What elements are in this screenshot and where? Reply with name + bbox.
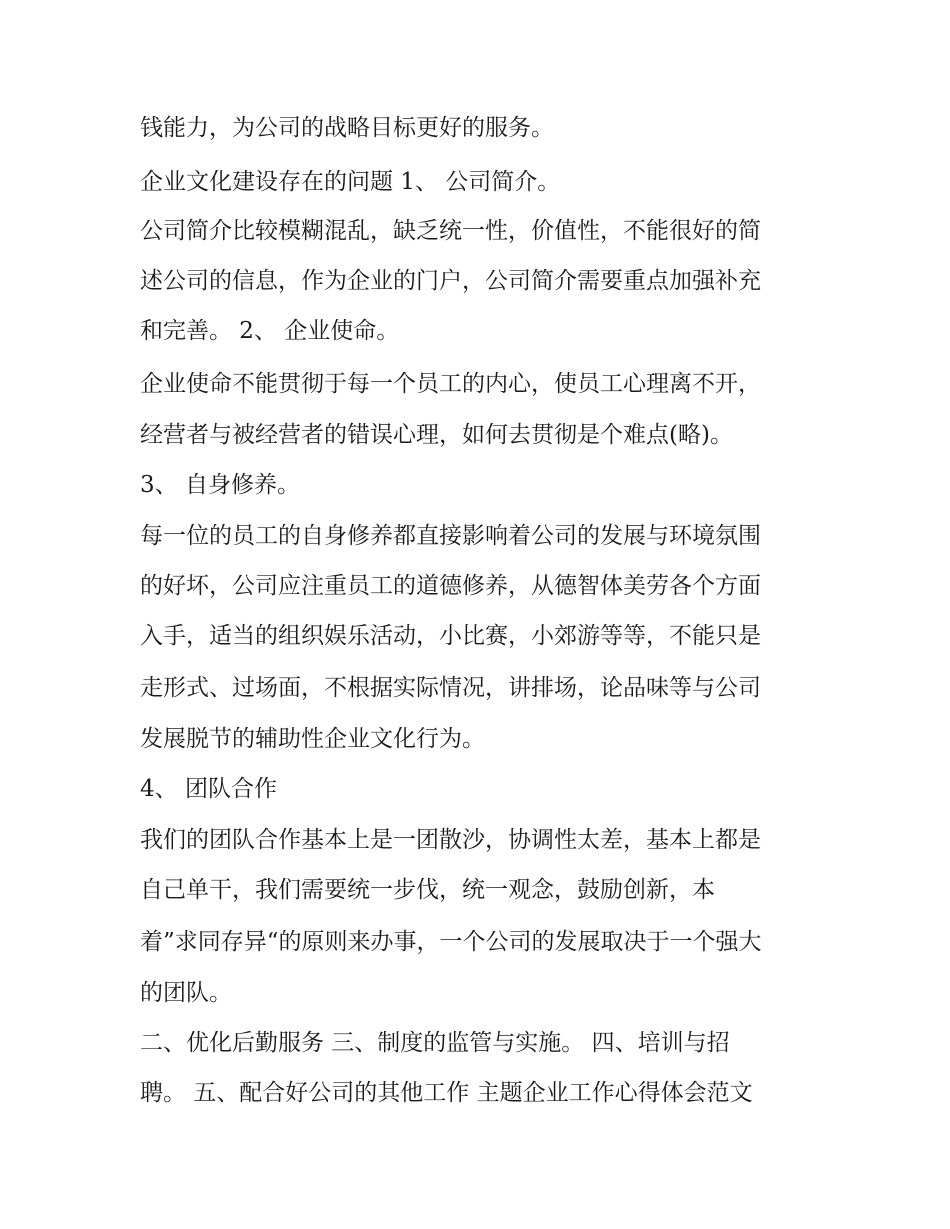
paragraph-line: 我们的团队合作基本上是一团散沙，协调性太差，基本上都是	[140, 827, 761, 853]
paragraph-line: 自己单干，我们需要统一步伐，统一观念，鼓励创新，本	[140, 877, 715, 903]
paragraph-line: 着”求同存异“的原则来办事，一个公司的发展取决于一个强大	[140, 929, 762, 955]
paragraph-line: 发展脱节的辅助性企业文化行为。	[140, 726, 485, 752]
paragraph-line: 走形式、过场面，不根据实际情况，讲排场，论品味等与公司	[140, 675, 761, 701]
section-heading-line: 4、 团队合作	[140, 776, 277, 802]
paragraph-line: 二、优化后勤服务 三、制度的监管与实施。 四、培训与招	[140, 1030, 730, 1056]
section-heading-line: 3、 自身修养。	[140, 472, 300, 498]
paragraph-line: 钱能力，为公司的战略目标更好的服务。	[140, 115, 554, 141]
paragraph-line: 公司简介比较模糊混乱，缺乏统一性，价值性，不能很好的简	[140, 218, 761, 244]
paragraph-line: 的好坏，公司应注重员工的道德修养，从德智体美劳各个方面	[140, 573, 761, 599]
paragraph-line: 经营者与被经营者的错误心理，如何去贯彻是个难点(略)。	[140, 422, 733, 448]
paragraph-line: 每一位的员工的自身修养都直接影响着公司的发展与环境氛围	[140, 523, 761, 549]
paragraph-line: 的团队。	[140, 980, 232, 1006]
paragraph-line: 聘。 五、配合好公司的其他工作 主题企业工作心得体会范文	[140, 1080, 753, 1106]
paragraph-line: 和完善。 2、 企业使命。	[140, 318, 400, 344]
paragraph-line: 企业使命不能贯彻于每一个员工的内心，使员工心理离不开，	[140, 371, 761, 397]
paragraph-line: 述公司的信息，作为企业的门户，公司简介需要重点加强补充	[140, 268, 761, 294]
section-heading-line: 企业文化建设存在的问题 1、 公司简介。	[140, 169, 561, 195]
paragraph-line: 入手，适当的组织娱乐活动，小比赛，小郊游等等，不能只是	[140, 623, 761, 649]
